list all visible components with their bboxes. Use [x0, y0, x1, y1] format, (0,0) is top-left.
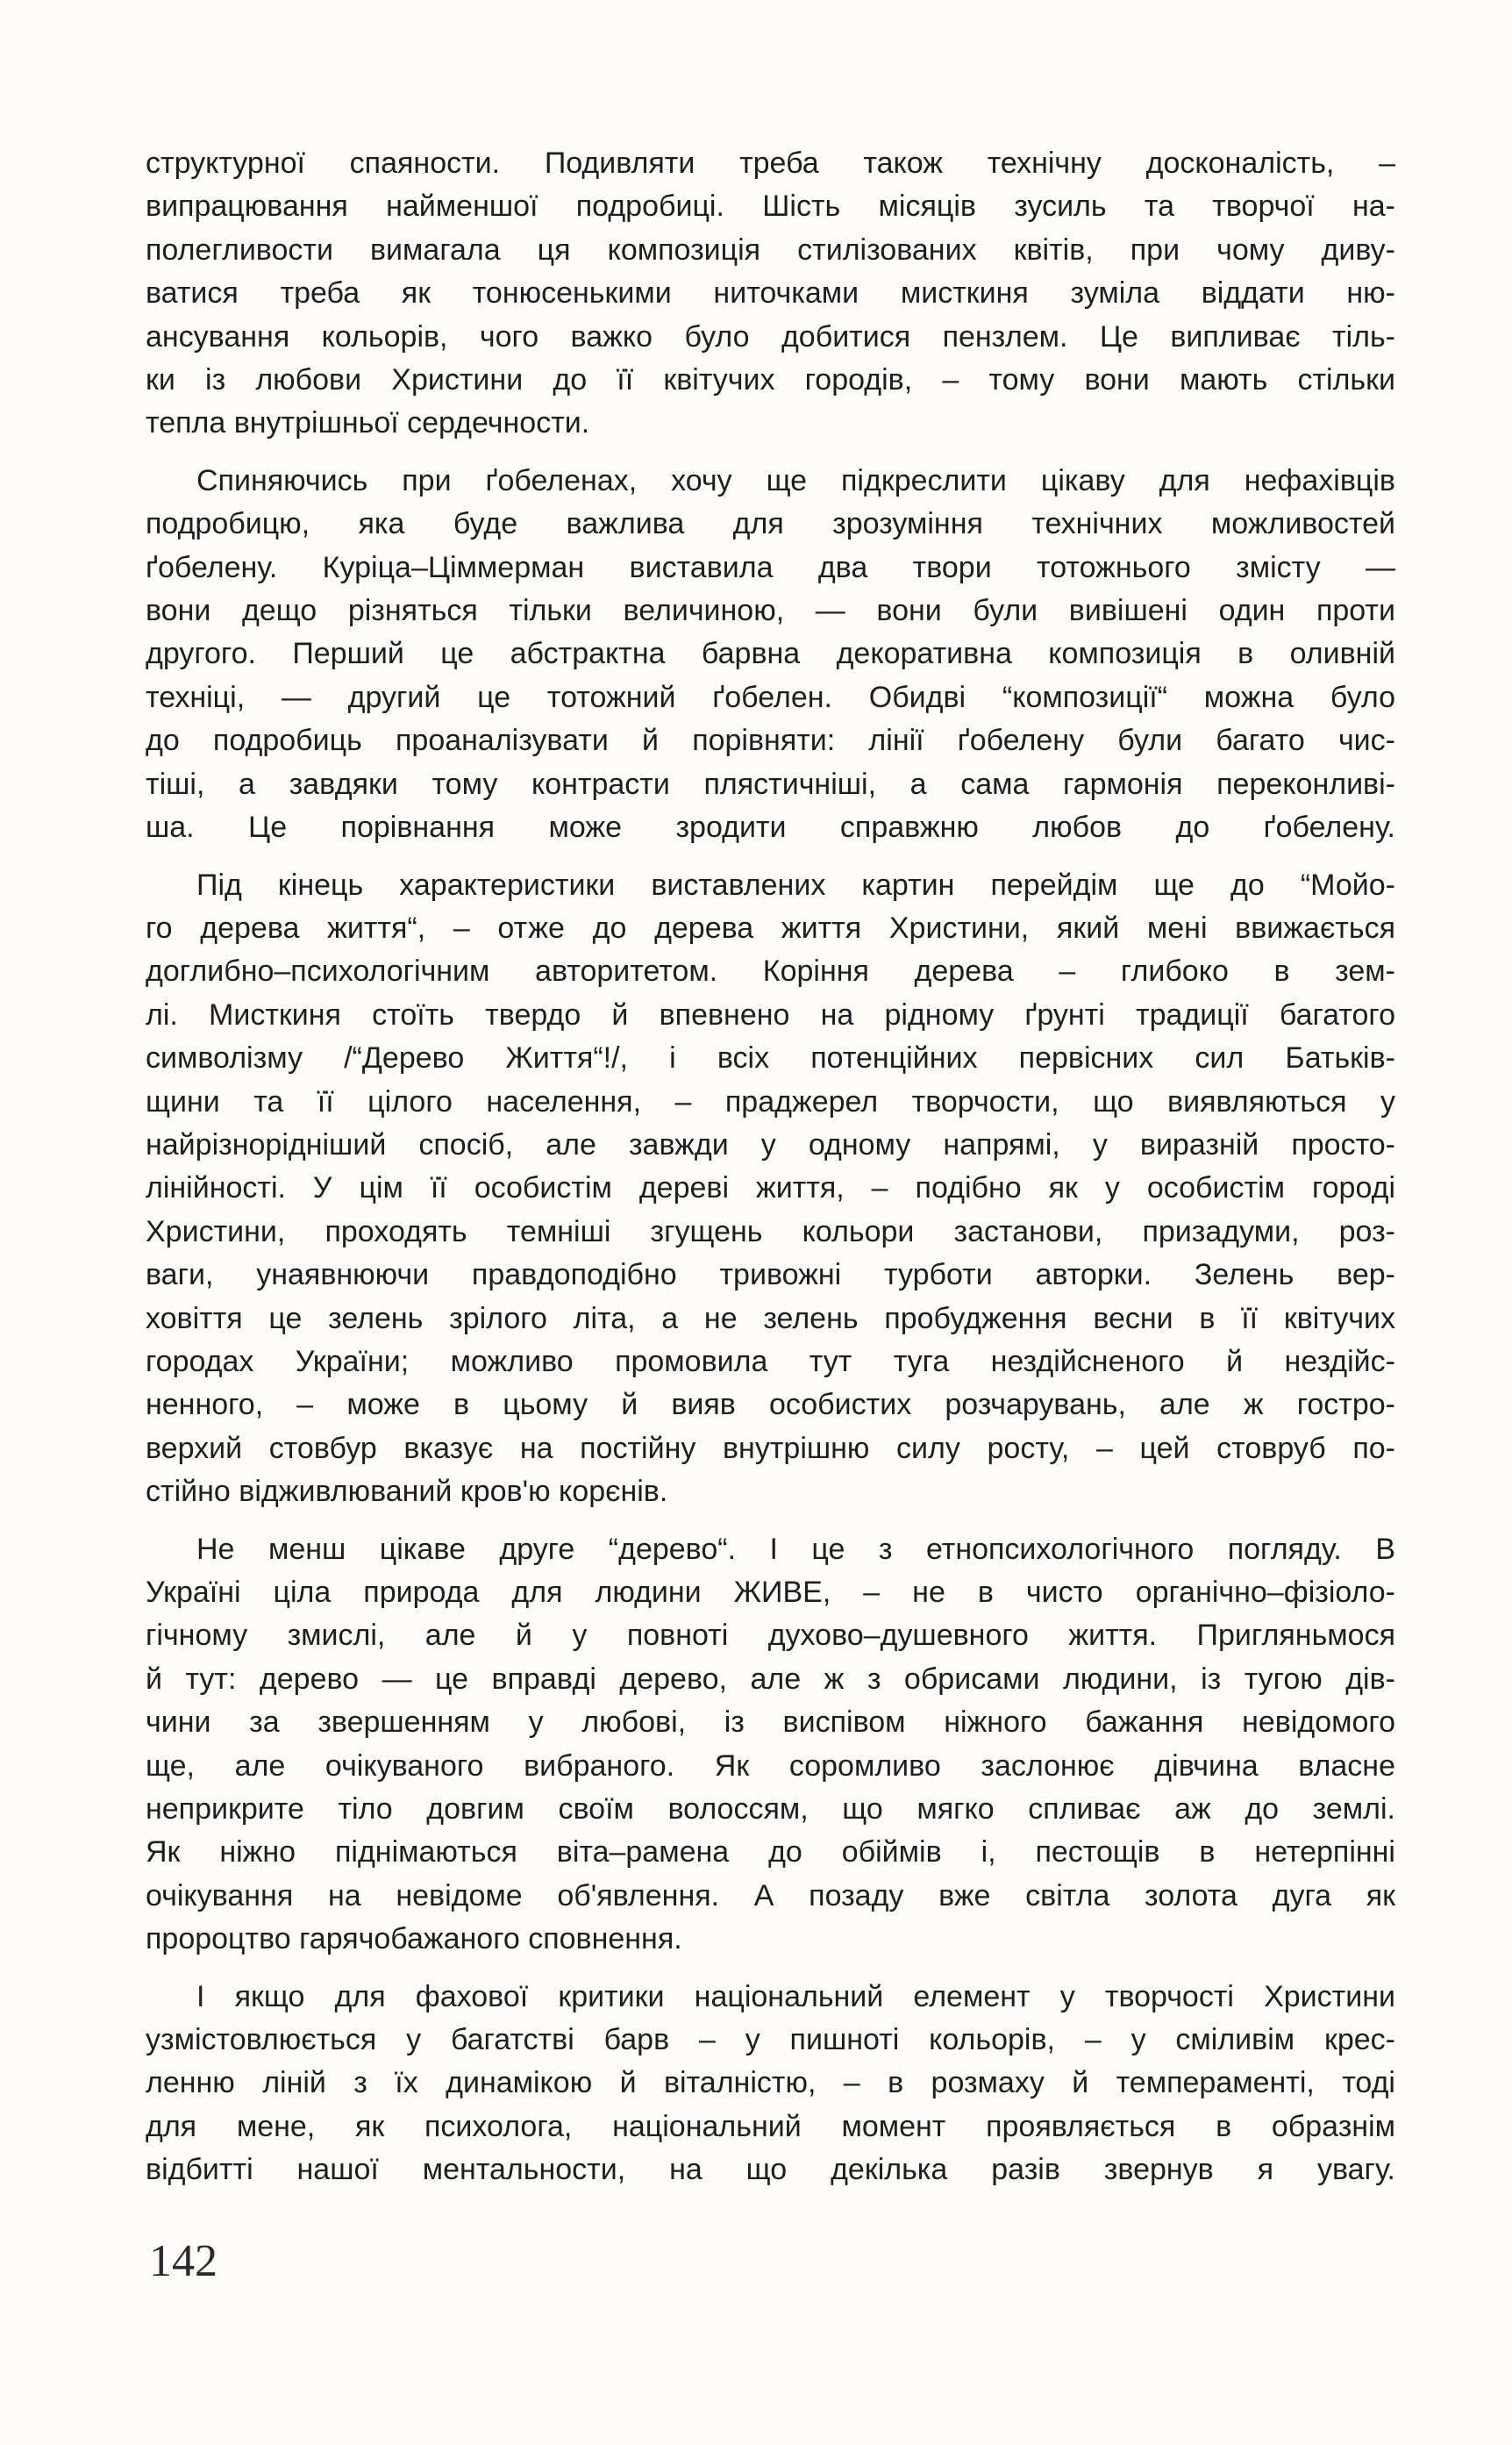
- text-line: ваги, унаявнюючи правдоподібно тривожні турботи авторки. Зелень вер-: [146, 1258, 1395, 1292]
- page-number: 142: [149, 2236, 218, 2286]
- text-line: Не менш цікаве друге “дерево“. І це з етнопсихологічного погляду. В: [196, 1532, 1395, 1566]
- text-line: Україні ціла природа для людини ЖИВЕ, – не в чисто органічно–фізіоло-: [146, 1576, 1395, 1609]
- text-line: ще, але очікуваного вибраного. Як соромливо заслонює дівчина власне: [146, 1748, 1395, 1783]
- text-line: й тут: дерево — це вправді дерево, але ж з обрисами людини, із тугою дів-: [146, 1662, 1395, 1696]
- text-line: символізму /“Дерево Життя“!/, і всіх потенційних первісних сил Батьків-: [146, 1041, 1395, 1076]
- text-line: Христини, проходять темніші згущень кольори застанови, призадуми, роз-: [146, 1214, 1395, 1248]
- text-line: ленню ліній з їх динамікою й віталністю, – в розмаху й темпераменті, тоді: [146, 2066, 1395, 2100]
- text-line: І якщо для фахової критики національний елемент у творчості Христини: [196, 1979, 1395, 2013]
- text-line: доглибно–психологічним авторитетом. Коріння дерева – глибоко в зем-: [146, 954, 1395, 989]
- text-line: пророцтво гарячобажаного сповнення.: [146, 1922, 682, 1956]
- paragraph-3: [146, 864, 1395, 1514]
- text-line: для мене, як психолога, національний момент проявляється в образнім: [146, 2109, 1395, 2143]
- text-line: другого. Перший це абстрактна барвна декоративна композиція в оливній: [146, 637, 1395, 671]
- text-line: очікування на невідоме об'явлення. А позаду вже світла золота дуга як: [146, 1878, 1395, 1912]
- text-line: ки із любови Христини до її квітучих городів, – тому вони мають стільки: [146, 363, 1395, 397]
- text-line: до подробиць проаналізувати й порівняти: лінії ґобелену були багато чис-: [146, 724, 1395, 758]
- text-line: техніці, — другий це тотожний ґобелен. Обидві “композиції“ можна було: [146, 680, 1395, 714]
- paragraph-5: [146, 1976, 1395, 2192]
- text-line: стійно відживлюваний кров'ю корєнів.: [146, 1475, 668, 1509]
- text-line: узмістовлюється у багатстві барв – у пишноті кольорів, – у сміливім крес-: [146, 2023, 1395, 2057]
- paragraph-1: [146, 142, 1395, 446]
- text-line: го дерева життя“, – отже до дерева життя Христини, який мені ввижається: [146, 911, 1395, 945]
- text-line: Спиняючись при ґобеленах, хочу ще підкреслити цікаву для нефахівців: [196, 463, 1395, 497]
- text-line: випрацювання найменшої подробиці. Шість місяців зусиль та творчої на-: [146, 189, 1395, 224]
- text-line: тепла внутрішньої сердечности.: [146, 406, 590, 440]
- body-text: [146, 142, 1395, 2206]
- paragraph-4: [146, 1528, 1395, 1962]
- text-line: городах України; можливо промовила тут туга нездійсненого й нездійс-: [146, 1344, 1395, 1378]
- text-line: тіші, а завдяки тому контрасти плястичніші, а сама гармонія переконливі-: [146, 767, 1395, 801]
- text-line: Під кінець характеристики виставлених картин перейдім ще до “Мойо-: [196, 868, 1395, 902]
- text-line: ансування кольорів, чого важко було добитися пензлем. Це випливає тіль-: [146, 319, 1395, 354]
- text-line: верхий стовбур вказує на постійну внутрішню силу росту, – цей стовруб по-: [146, 1431, 1395, 1465]
- text-line: ґобелену. Куріца–Ціммерман виставила два твори тотожнього змісту —: [146, 550, 1395, 584]
- paragraph-2: [146, 460, 1395, 850]
- text-line: відбитті нашої ментальности, на що декілька разів звернув я увагу.: [146, 2153, 1395, 2187]
- text-line: полегливости вимагала ця композиція стилізованих квітів, при чому диву-: [146, 232, 1395, 267]
- text-line: ненного, – може в цьому й вияв особистих розчарувань, але ж гостро-: [146, 1388, 1395, 1422]
- text-line: вони дещо різняться тільки величиною, — вони були вивішені один проти: [146, 594, 1395, 628]
- text-line: найрізнорідніший спосіб, але завжди у одному напрямі, у виразній просто-: [146, 1127, 1395, 1162]
- text-line: чини за звершенням у любові, із виспівом ніжного бажання невідомого: [146, 1705, 1395, 1740]
- text-line: ша. Це порівнання може зродити справжню любов до ґобелену.: [146, 811, 1395, 845]
- text-line: гічному змислі, але й у повноті духово–душевного життя. Пригляньмося: [146, 1619, 1395, 1653]
- text-line: структурної спаяности. Подивляти треба також технічну досконалість, –: [146, 147, 1395, 180]
- text-line: ватися треба як тонюсенькими ниточками мисткиня зуміла віддати ню-: [146, 276, 1395, 311]
- text-line: лінійності. У цім її особистім дереві життя, – подібно як у особистім городі: [146, 1171, 1395, 1205]
- text-line: Як ніжно піднімаються віта–рамена до обіймів і, пестощів в нетерпінні: [146, 1835, 1395, 1869]
- text-line: лі. Мисткиня стоїть твердо й впевнено на рідному ґрунті традиції багатого: [146, 997, 1395, 1032]
- text-line: подробицю, яка буде важлива для зрозуміння технічних можливостей: [146, 507, 1395, 541]
- text-line: неприкрите тіло довгим своїм волоссям, що мягко спливає аж до землі.: [146, 1792, 1395, 1827]
- text-line: ховіття це зелень зрілого літа, а не зелень пробудження весни в її квітучих: [146, 1301, 1395, 1335]
- text-line: щини та її цілого населення, – праджерел творчости, що виявляються у: [146, 1084, 1395, 1119]
